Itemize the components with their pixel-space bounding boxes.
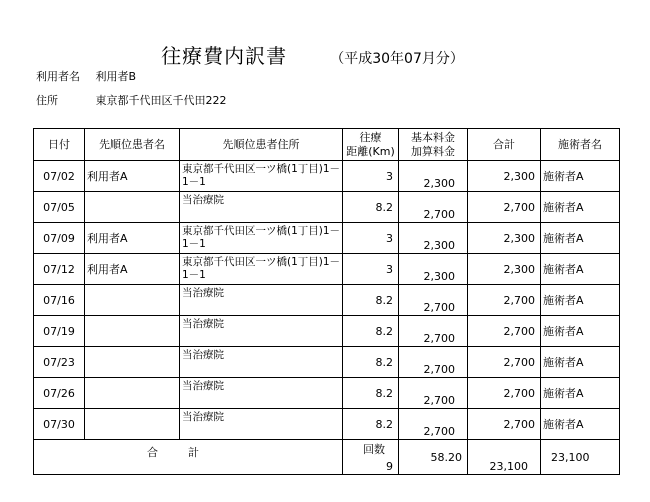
header-date: 日付 xyxy=(34,129,85,161)
row-distance: 8.2 xyxy=(343,347,399,378)
row-distance: 8.2 xyxy=(343,192,399,223)
row-patient: 利用者A xyxy=(85,161,180,192)
row-total: 2,700 xyxy=(468,192,541,223)
row-fee: 2,700 xyxy=(399,285,468,316)
row-total: 2,300 xyxy=(468,161,541,192)
row-distance: 3 xyxy=(343,254,399,285)
row-fee: 2,700 xyxy=(399,192,468,223)
row-patient: 利用者A xyxy=(85,223,180,254)
user-name-line xyxy=(36,68,136,84)
row-fee: 2,300 xyxy=(399,254,468,285)
address-line xyxy=(36,92,227,108)
row-distance: 3 xyxy=(343,223,399,254)
row-patient xyxy=(85,316,180,347)
row-fee: 2,700 xyxy=(399,409,468,440)
row-date: 07/02 xyxy=(34,161,85,192)
row-patient-address: 当治療院 xyxy=(180,316,343,347)
row-practitioner: 施術者A xyxy=(541,316,620,347)
table-row xyxy=(34,192,620,223)
user-name-value: 利用者B xyxy=(95,70,137,83)
row-total: 2,700 xyxy=(468,409,541,440)
totals-count: 9 xyxy=(386,460,393,473)
header-distance-line2: 距離(Km) xyxy=(346,144,395,158)
row-patient-address: 東京都千代田区一ツ橋(1丁目)1－1－1 xyxy=(180,223,343,254)
totals-distance: 58.20 xyxy=(399,440,468,475)
header-patient: 先順位患者名 xyxy=(85,129,180,161)
row-fee: 2,300 xyxy=(399,161,468,192)
row-patient-address: 当治療院 xyxy=(180,285,343,316)
row-total: 2,700 xyxy=(468,316,541,347)
row-practitioner: 施術者A xyxy=(541,223,620,254)
row-date: 07/19 xyxy=(34,316,85,347)
header-practitioner: 施術者名 xyxy=(541,129,620,161)
row-distance: 8.2 xyxy=(343,378,399,409)
header-total: 合計 xyxy=(468,129,541,161)
table-row xyxy=(34,347,620,378)
row-practitioner: 施術者A xyxy=(541,347,620,378)
row-distance: 8.2 xyxy=(343,409,399,440)
row-patient xyxy=(85,285,180,316)
totals-count-cell xyxy=(343,440,399,475)
user-name-label: 利用者名 xyxy=(36,70,80,83)
row-date: 07/09 xyxy=(34,223,85,254)
row-practitioner: 施術者A xyxy=(541,254,620,285)
totals-count-label: 回数 xyxy=(363,443,385,456)
header-patient-address: 先順位患者住所 xyxy=(180,129,343,161)
totals-fee: 23,100 xyxy=(468,440,541,475)
table-row xyxy=(34,223,620,254)
row-date: 07/16 xyxy=(34,285,85,316)
document-title-block xyxy=(0,40,650,69)
row-total: 2,700 xyxy=(468,347,541,378)
row-patient xyxy=(85,347,180,378)
header-fee-line2: 加算料金 xyxy=(411,144,455,158)
row-practitioner: 施術者A xyxy=(541,378,620,409)
address-value: 東京都千代田区千代田222 xyxy=(95,94,227,107)
header-fee xyxy=(399,129,468,161)
row-patient-address: 東京都千代田区一ツ橋(1丁目)1－1－1 xyxy=(180,161,343,192)
row-distance: 8.2 xyxy=(343,285,399,316)
row-patient: 利用者A xyxy=(85,254,180,285)
row-patient-address: 当治療院 xyxy=(180,409,343,440)
document-title: 往療費内訳書 xyxy=(161,44,288,68)
row-date: 07/23 xyxy=(34,347,85,378)
row-practitioner: 施術者A xyxy=(541,161,620,192)
row-patient xyxy=(85,409,180,440)
row-date: 07/05 xyxy=(34,192,85,223)
table-row xyxy=(34,161,620,192)
totals-row xyxy=(34,440,620,475)
row-patient-address: 当治療院 xyxy=(180,347,343,378)
totals-total: 23,100 xyxy=(541,440,620,475)
row-fee: 2,700 xyxy=(399,378,468,409)
row-total: 2,300 xyxy=(468,223,541,254)
header-fee-line1: 基本料金 xyxy=(411,130,455,144)
visit-fee-table xyxy=(33,128,620,475)
row-total: 2,700 xyxy=(468,378,541,409)
row-patient-address: 当治療院 xyxy=(180,378,343,409)
row-patient-address: 東京都千代田区一ツ橋(1丁目)1－1－1 xyxy=(180,254,343,285)
row-fee: 2,700 xyxy=(399,347,468,378)
row-date: 07/12 xyxy=(34,254,85,285)
table-row xyxy=(34,409,620,440)
row-patient-address: 当治療院 xyxy=(180,192,343,223)
row-date: 07/26 xyxy=(34,378,85,409)
row-distance: 8.2 xyxy=(343,316,399,347)
row-total: 2,300 xyxy=(468,254,541,285)
row-patient xyxy=(85,192,180,223)
table-row xyxy=(34,316,620,347)
row-total: 2,700 xyxy=(468,285,541,316)
row-distance: 3 xyxy=(343,161,399,192)
header-distance-line1: 往療 xyxy=(359,130,382,144)
row-date: 07/30 xyxy=(34,409,85,440)
table-header-row xyxy=(34,129,620,161)
totals-label: 合計 xyxy=(34,440,343,475)
address-label: 住所 xyxy=(36,94,58,107)
table-row xyxy=(34,378,620,409)
table-row xyxy=(34,285,620,316)
row-practitioner: 施術者A xyxy=(541,285,620,316)
table-row xyxy=(34,254,620,285)
header-distance xyxy=(343,129,399,161)
row-patient xyxy=(85,378,180,409)
row-practitioner: 施術者A xyxy=(541,409,620,440)
row-fee: 2,300 xyxy=(399,223,468,254)
billing-period: （平成30年07月分） xyxy=(330,51,464,67)
row-practitioner: 施術者A xyxy=(541,192,620,223)
row-fee: 2,700 xyxy=(399,316,468,347)
